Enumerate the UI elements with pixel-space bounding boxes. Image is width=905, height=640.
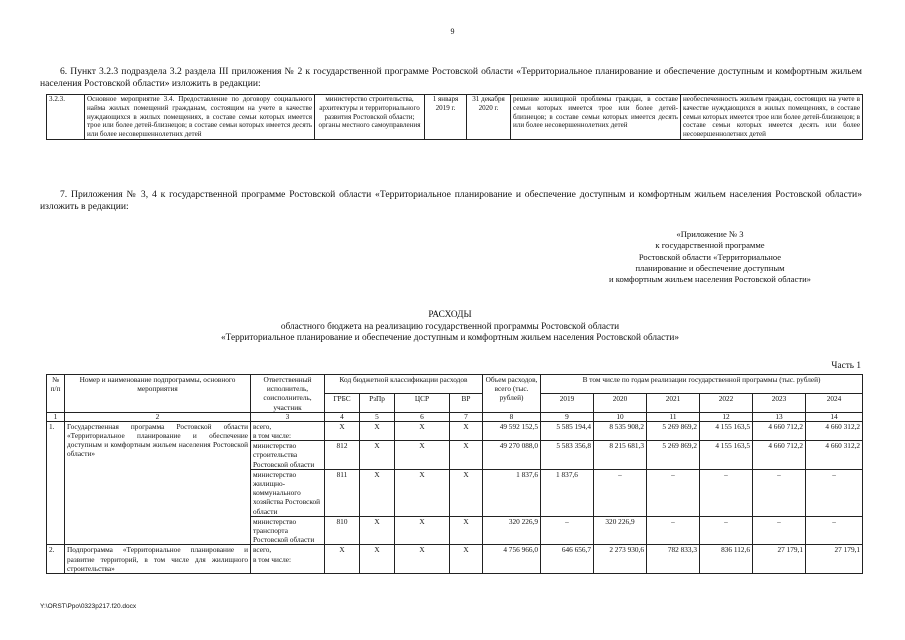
year-cell: 5 583 356,8 (541, 441, 594, 470)
year-cell: 27 179,1 (806, 545, 863, 574)
header-year: 2023 (753, 393, 806, 412)
grbs-cell: 812 (325, 441, 360, 470)
year-cell: 4 660 712,2 (753, 421, 806, 440)
year-cell: 1 837,6 (541, 469, 594, 516)
grbs-cell: 811 (325, 469, 360, 516)
appendix-line: «Приложение № 3 (676, 229, 744, 239)
start-date: 1 января 2019 г. (425, 95, 467, 140)
header-years-group: В том числе по годам реализации государственной программы (тыс. рублей) (541, 375, 863, 394)
subprogram-number: 2. (47, 545, 65, 574)
year-cell: 5 269 869,2 (647, 441, 700, 470)
table-row (47, 421, 863, 440)
document-title (40, 310, 860, 345)
column-number: 4 (325, 412, 360, 421)
header-year: 2019 (541, 393, 594, 412)
title-line: РАСХОДЫ (428, 310, 472, 320)
item-number: 3.2.3. (47, 95, 85, 140)
appendix-line: и комфортным жильем населения Ростовской области» (609, 274, 811, 285)
year-cell: 8 215 681,3 (594, 441, 647, 470)
year-cell: – (806, 516, 863, 545)
program-number: 1. (47, 421, 65, 545)
year-cell: 782 833,3 (647, 545, 700, 574)
header-budget-code: Код бюджетной классификации расходов (325, 375, 483, 394)
column-number: 8 (483, 412, 541, 421)
year-cell: – (647, 516, 700, 545)
header-year: 2020 (594, 393, 647, 412)
year-cell: 2 273 930,6 (594, 545, 647, 574)
program-name: Государственная программа Ростовской области «Территориальное планирование и обеспечение доступным и комфортным жильем населения Ростовской области» (65, 421, 251, 545)
header-year: 2021 (647, 393, 700, 412)
column-number: 7 (450, 412, 483, 421)
column-number: 14 (806, 412, 863, 421)
year-cell: 8 535 908,2 (594, 421, 647, 440)
column-number: 12 (700, 412, 753, 421)
title-line: областного бюджета на реализацию государственной программы Ростовской области (280, 321, 620, 332)
table-row (47, 545, 863, 574)
year-cell: – (806, 469, 863, 516)
executor-cell: министерство жилищно-коммунального хозяйства Ростовской области (251, 469, 325, 516)
csr-cell: X (395, 441, 450, 470)
header-grbs: ГРБС (325, 393, 360, 412)
executor-cell: министерство транспорта Ростовской области (251, 516, 325, 545)
appendix-line: к государственной программе (655, 240, 765, 251)
amendment-row (47, 95, 863, 140)
vr-cell: X (450, 441, 483, 470)
rzpr-cell: X (360, 421, 395, 440)
measure-description: Основное мероприятие 3.4. Предоставление по договору социального найма жилых помещений гражданам, состоящим на учете в качестве нуждающихся в жилых помещениях, в составе семьи которых имеется трое или более детей-близнецов; в составе семьи которых имеется десять или более несовершеннолетних детей (85, 95, 315, 140)
rzpr-cell: X (360, 441, 395, 470)
vr-cell: X (450, 545, 483, 574)
year-cell: – (594, 469, 647, 516)
header-executor: Ответственный исполнитель, соисполнитель, участник (251, 375, 325, 413)
csr-cell: X (395, 545, 450, 574)
amendment-table (46, 94, 863, 140)
year-cell: 4 660 312,2 (806, 421, 863, 440)
column-number: 2 (65, 412, 251, 421)
expected-result: решение жилищной проблемы граждан, в составе семьи которых имеется трое или более детей-близнецов; в составе семьи которых имеется десять или более несовершеннолетних детей (511, 95, 681, 140)
year-cell: 4 155 163,5 (700, 421, 753, 440)
expenses-table (46, 374, 863, 574)
header-volume: Объем расходов, всего (тыс. рублей) (483, 375, 541, 413)
vr-cell: X (450, 469, 483, 516)
total-cell: 320 226,9 (483, 516, 541, 545)
header-name: Номер и наименование подпрограммы, основного мероприятия (65, 375, 251, 413)
column-number: 9 (541, 412, 594, 421)
end-date: 31 декабря 2020 г. (467, 95, 511, 140)
rzpr-cell: X (360, 545, 395, 574)
executor-cell: министерство строительства, архитектуры и территориального развития Ростовской области; органы местного самоуправления (315, 95, 425, 140)
paragraph-7: 7. Приложения № 3, 4 к государственной программе Ростовской области «Территориальное планирование и обеспечение доступным и комфортным жильем населения Ростовской области» изложить в редакции: (40, 189, 862, 212)
vr-cell: X (450, 421, 483, 440)
year-cell: – (700, 516, 753, 545)
subprogram-name: Подпрограмма «Территориальное планирование и развитие территорий, в том числе для жилищного строительства» (65, 545, 251, 574)
year-cell: 27 179,1 (753, 545, 806, 574)
total-cell: 49 270 088,0 (483, 441, 541, 470)
header-csr: ЦСР (395, 393, 450, 412)
page-number: 9 (450, 27, 455, 36)
year-cell: – (700, 469, 753, 516)
csr-cell: X (395, 421, 450, 440)
column-number: 10 (594, 412, 647, 421)
header-rzpr: РзПр (360, 393, 395, 412)
csr-cell: X (395, 469, 450, 516)
header-vr: ВР (450, 393, 483, 412)
year-cell: 646 656,7 (541, 545, 594, 574)
year-cell: 320 226,9 (594, 516, 647, 545)
header-num: № п/п (47, 375, 65, 413)
consequences: необеспеченность жильем граждан, состоящих на учете в качестве нуждающихся в жилых помещениях, в составе семьи которых имеется трое или более детей-близнецов; в составе семьи которых имеется десять или более несовершеннолетних детей (681, 95, 863, 140)
total-cell: 49 592 152,5 (483, 421, 541, 440)
year-cell: 4 660 712,2 (753, 441, 806, 470)
part-label: Часть 1 (831, 361, 861, 371)
executor-cell: всего, в том числе: (251, 545, 325, 574)
total-cell: 1 837,6 (483, 469, 541, 516)
appendix-line: планирование и обеспечение доступным (635, 262, 785, 273)
year-cell: – (753, 469, 806, 516)
rzpr-cell: X (360, 516, 395, 545)
column-number: 3 (251, 412, 325, 421)
column-number: 6 (395, 412, 450, 421)
column-number: 1 (47, 412, 65, 421)
rzpr-cell: X (360, 469, 395, 516)
column-number: 11 (647, 412, 700, 421)
executor-cell: министерство строительства Ростовской области (251, 441, 325, 470)
year-cell: 836 112,6 (700, 545, 753, 574)
header-year: 2022 (700, 393, 753, 412)
grbs-cell: 810 (325, 516, 360, 545)
column-number: 13 (753, 412, 806, 421)
year-cell: – (753, 516, 806, 545)
header-year: 2024 (806, 393, 863, 412)
appendix-header (560, 229, 860, 285)
column-numbers-row (47, 412, 863, 421)
executor-cell: всего, в том числе: (251, 421, 325, 440)
year-cell: 5 269 869,2 (647, 421, 700, 440)
year-cell: 5 585 194,4 (541, 421, 594, 440)
column-number: 5 (360, 412, 395, 421)
year-cell: 4 660 312,2 (806, 441, 863, 470)
header-row (47, 375, 863, 394)
appendix-line: Ростовской области «Территориальное (638, 251, 782, 262)
total-cell: 4 756 966,0 (483, 545, 541, 574)
file-path-footer: Y:\ORST\Ppo\0323p217.f20.docx (40, 603, 137, 610)
grbs-cell: X (325, 421, 360, 440)
year-cell: – (541, 516, 594, 545)
year-cell: 4 155 163,5 (700, 441, 753, 470)
title-line: «Территориальное планирование и обеспечение доступным и комфортным жильем населения Ростовской области» (221, 333, 679, 344)
year-cell: – (647, 469, 700, 516)
paragraph-6: 6. Пункт 3.2.3 подраздела 3.2 раздела III приложения № 2 к государственной программе Ростовской области «Территориальное планирование и обеспечение доступным и комфортным жильем населения Ростовской области» изложить в редакции: (40, 66, 862, 89)
grbs-cell: X (325, 545, 360, 574)
csr-cell: X (395, 516, 450, 545)
vr-cell: X (450, 516, 483, 545)
